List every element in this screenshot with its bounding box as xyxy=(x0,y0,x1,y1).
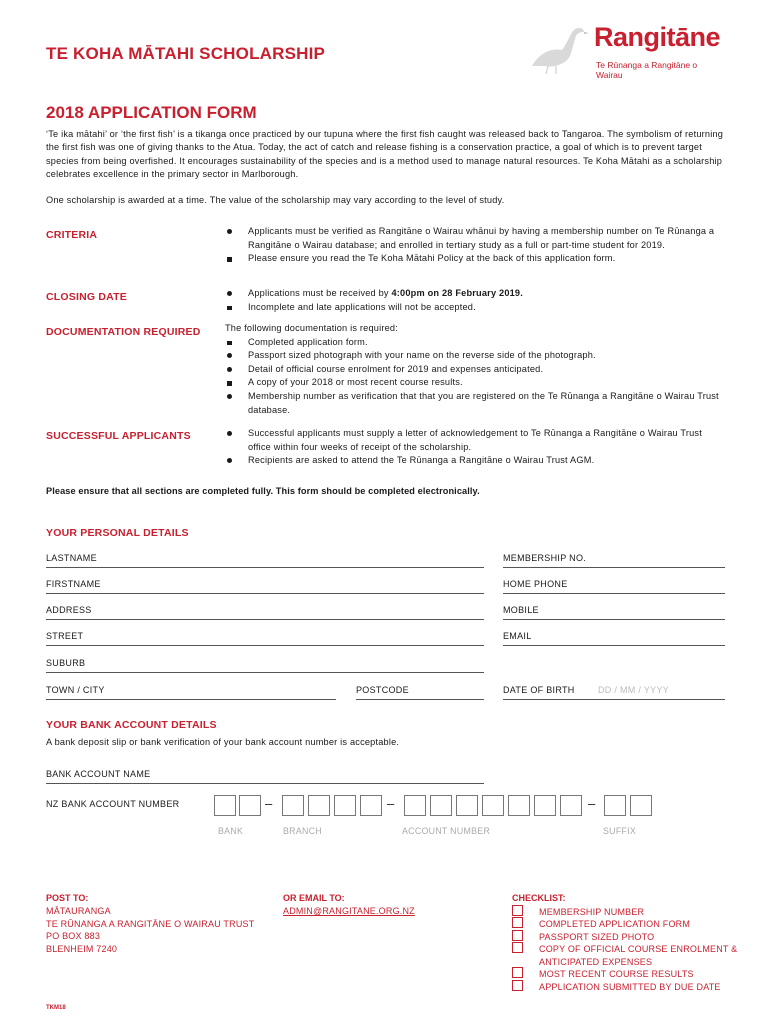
documentation-item: Completed application form. xyxy=(225,336,725,350)
checklist-heading: CHECKLIST: xyxy=(512,893,566,903)
closing-item: Applications must be received by 4:00pm on 28 February 2019. xyxy=(225,287,725,301)
scholarship-note: One scholarship is awarded at a time. The value of the scholarship may vary according to the level of study. xyxy=(46,195,505,205)
membership-field[interactable]: MEMBERSHIP NO. xyxy=(503,546,725,568)
suffix-caption: SUFFIX xyxy=(603,826,637,836)
home-phone-field[interactable]: HOME PHONE xyxy=(503,572,725,594)
form-code: TKM18 xyxy=(46,1005,66,1011)
lastname-field[interactable]: LASTNAME xyxy=(46,546,484,568)
account-digit-box[interactable] xyxy=(560,795,582,816)
documentation-item: A copy of your 2018 or most recent course results. xyxy=(225,376,725,390)
bank-digit-box[interactable] xyxy=(239,795,261,816)
personal-details-heading: YOUR PERSONAL DETAILS xyxy=(46,527,189,539)
account-digit-box[interactable] xyxy=(534,795,556,816)
documentation-item: Passport sized photograph with your name on the reverse side of the photograph. xyxy=(225,349,725,363)
branch-caption: BRANCH xyxy=(283,826,322,836)
successful-item: Recipients are asked to attend the Te Rūnanga a Rangitāne o Wairau Trust AGM. xyxy=(225,454,725,468)
account-caption: ACCOUNT NUMBER xyxy=(402,826,491,836)
bank-subtitle: A bank deposit slip or bank verification of your bank account number is acceptable. xyxy=(46,737,400,747)
checkbox[interactable] xyxy=(512,930,523,941)
town-city-field[interactable]: TOWN / CITY xyxy=(46,678,336,700)
checkbox[interactable] xyxy=(512,917,523,928)
successful-item: Successful applicants must supply a letter of acknowledgement to Te Rūnanga a Rangitāne o Wairau Trust office within four weeks of receipt of the scholarship. xyxy=(225,427,725,454)
criteria-item: Applicants must be verified as Rangitāne o Wairau whānui by having a membership number on Te Rūnanga a Rangitāne o Wairau database; and enrolled in tertiary study as a full or part-time student for 2019. xyxy=(225,225,725,252)
closing-date-list xyxy=(225,287,725,314)
account-dash: – xyxy=(265,796,273,811)
bank-caption: BANK xyxy=(218,826,244,836)
form-title: 2018 APPLICATION FORM xyxy=(46,103,257,122)
address-field[interactable]: ADDRESS xyxy=(46,598,484,620)
branch-digit-box[interactable] xyxy=(334,795,356,816)
criteria-item: Please ensure you read the Te Koha Mātahi Policy at the back of this application form. xyxy=(225,252,725,266)
completion-note: Please ensure that all sections are completed fully. This form should be completed electronically. xyxy=(46,486,480,496)
successful-applicants-label: SUCCESSFUL APPLICANTS xyxy=(46,430,191,442)
dob-placeholder: DD / MM / YYYY xyxy=(598,685,670,695)
criteria-list xyxy=(225,225,725,266)
logo-wordmark: Rangitāne xyxy=(594,22,721,52)
bank-account-name-field[interactable]: BANK ACCOUNT NAME xyxy=(46,762,484,784)
page-title: TE KOHA MĀTAHI SCHOLARSHIP xyxy=(46,44,326,63)
heron-bird-icon xyxy=(526,22,590,74)
account-digit-box[interactable] xyxy=(430,795,452,816)
checkbox[interactable] xyxy=(512,980,523,991)
bank-digit-box[interactable] xyxy=(214,795,236,816)
branch-digit-box[interactable] xyxy=(308,795,330,816)
documentation-list: The following documentation is required: Completed application form. Passport sized photograph with your name on the reverse side of the photograph. Detail of official course enrolment for 2019 and expenses anticipated. A copy of your 2018 or most recent course results. Membership number as verification that that you are registered on the Te Rūnanga a Rangitāne o Wairau Trust database. xyxy=(225,322,725,417)
successful-applicants-list xyxy=(225,427,725,468)
admin-email-link[interactable]: ADMIN@RANGITANE.ORG.NZ xyxy=(283,906,415,916)
checkbox[interactable] xyxy=(512,942,523,953)
documentation-item: Membership number as verification that that you are registered on the Te Rūnanga a Rangitāne o Wairau Trust database. xyxy=(225,390,725,417)
intro-paragraph: ‘Te ika mātahi’ or ‘the first fish’ is a tikanga once practiced by our tupuna where the first fish caught was released back to Tangaroa. The symbolism of returning the first fish was one of giving thanks to the Atua. Today, the act of catch and release fishing is a conservation practice, a goal of which is to prevent target species from being overfished. It encourages sustainability of the species and is a method used to manage natural resources. Te Koha Mātahi as a scholarship celebrates excellence in the primary sector in Marlborough. xyxy=(46,129,724,180)
post-to-block: POST TO: MĀTAURANGA TE RŪNANGA A RANGITĀNE O WAIRAU TRUST PO BOX 883 BLENHEIM 7240 xyxy=(46,893,255,954)
suffix-digit-box[interactable] xyxy=(630,795,652,816)
street-field[interactable]: STREET xyxy=(46,624,484,646)
account-dash: – xyxy=(588,796,596,811)
rangitane-logo xyxy=(526,18,726,78)
account-digit-box[interactable] xyxy=(456,795,478,816)
checkbox[interactable] xyxy=(512,967,523,978)
checkbox[interactable] xyxy=(512,905,523,916)
email-to-block: OR EMAIL TO: ADMIN@RANGITANE.ORG.NZ xyxy=(283,893,415,916)
criteria-label: CRITERIA xyxy=(46,229,98,241)
suffix-digit-box[interactable] xyxy=(604,795,626,816)
mobile-field[interactable]: MOBILE xyxy=(503,598,725,620)
account-digit-box[interactable] xyxy=(482,795,504,816)
logo-subtitle: Te Rūnanga a Rangitāne o Wairau xyxy=(596,60,698,80)
documentation-item: Detail of official course enrolment for 2019 and expenses anticipated. xyxy=(225,363,725,377)
closing-date-label: CLOSING DATE xyxy=(46,291,127,303)
suburb-field[interactable]: SUBURB xyxy=(46,651,484,673)
branch-digit-box[interactable] xyxy=(360,795,382,816)
closing-item: Incomplete and late applications will not be accepted. xyxy=(225,301,725,315)
branch-digit-box[interactable] xyxy=(282,795,304,816)
firstname-field[interactable]: FIRSTNAME xyxy=(46,572,484,594)
date-of-birth-field[interactable]: DATE OF BIRTH DD / MM / YYYY xyxy=(503,678,725,700)
postcode-field[interactable]: POSTCODE xyxy=(356,678,484,700)
email-field[interactable]: EMAIL xyxy=(503,624,725,646)
documentation-label: DOCUMENTATION REQUIRED xyxy=(46,326,201,338)
account-digit-box[interactable] xyxy=(404,795,426,816)
bank-details-heading: YOUR BANK ACCOUNT DETAILS xyxy=(46,719,217,731)
nz-account-number-label: NZ BANK ACCOUNT NUMBER xyxy=(46,799,180,809)
account-digit-box[interactable] xyxy=(508,795,530,816)
account-dash: – xyxy=(387,796,395,811)
